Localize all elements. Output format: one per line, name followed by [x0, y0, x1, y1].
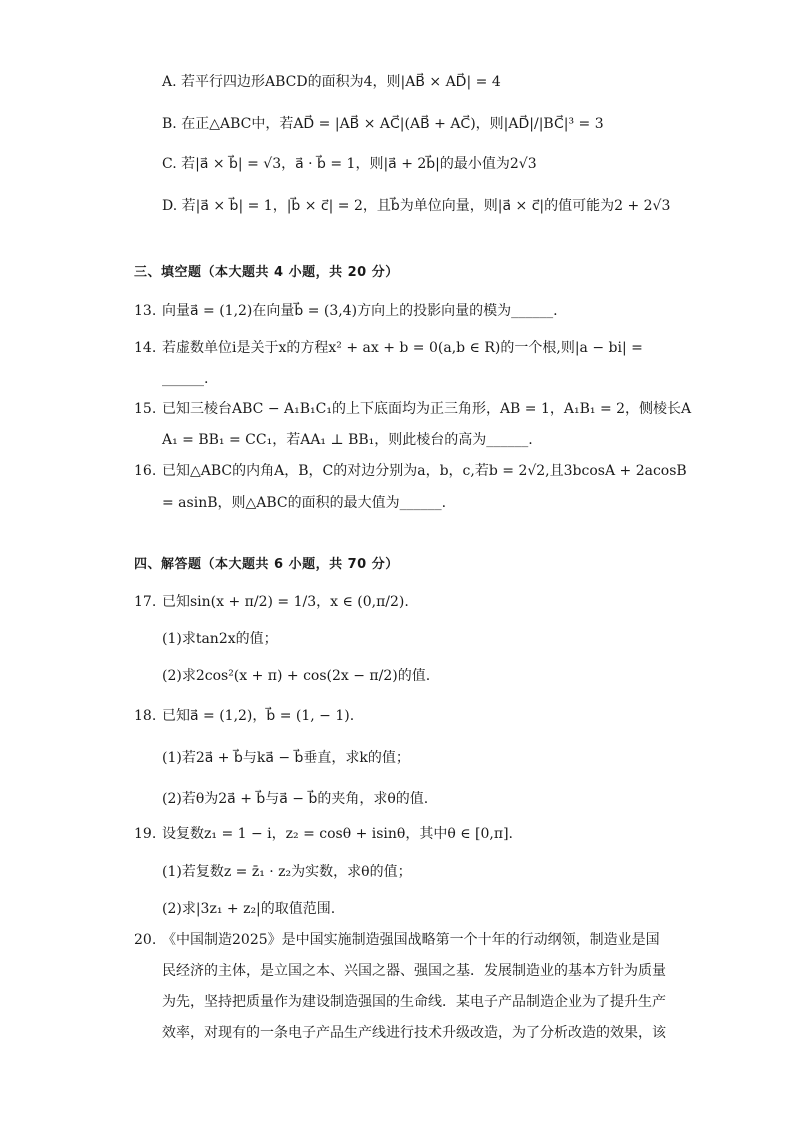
- question-17-part-2: (2)求2cos²(x + π) + cos(2x − π/2)的值.: [162, 668, 431, 684]
- question-13: [134, 301, 558, 321]
- choice-d: D. 若|a⃗ × b⃗| = 1，|b⃗ × c⃗| = 2，且b⃗为单位向量，则|a⃗ × c⃗|的值可能为2 + 2√3: [162, 198, 671, 214]
- section-heading-solve: 四、解答题（本大题共 6 小题，共 70 分）: [134, 557, 399, 572]
- question-text: 已知a⃗ = (1,2)，b⃗ = (1, − 1).: [162, 708, 355, 724]
- question-14: [134, 338, 643, 358]
- question-16-cont: = asinB，则△ABC的面积的最大值为______.: [162, 495, 447, 511]
- question-20: [134, 930, 660, 950]
- question-20-line-3: 为先，坚持把质量作为建设制造强国的生命线．某电子产品制造企业为了提升生产: [162, 994, 666, 1010]
- question-20-line-2: 民经济的主体，是立国之本、兴国之器、强国之基．发展制造业的基本方针为质量: [162, 963, 666, 979]
- question-18-part-2: (2)若θ为2a⃗ + b⃗与a⃗ − b⃗的夹角，求θ的值.: [162, 791, 429, 807]
- question-text: 向量a⃗ = (1,2)在向量b⃗ = (3,4)方向上的投影向量的模为______.: [162, 303, 558, 319]
- question-number: 17.: [134, 594, 157, 610]
- question-17: [134, 592, 409, 612]
- question-number: 20.: [134, 932, 157, 948]
- question-15-cont: A₁ = BB₁ = CC₁，若AA₁ ⊥ BB₁，则此棱台的高为______.: [162, 432, 533, 448]
- question-19-part-2: (2)求|3z₁ + z₂|的取值范围.: [162, 901, 336, 917]
- question-20-line-4: 效率，对现有的一条电子产品生产线进行技术升级改造，为了分析改造的效果，该: [162, 1025, 666, 1041]
- choice-a: A. 若平行四边形ABCD的面积为4，则|AB⃗ × AD⃗| = 4: [162, 74, 501, 90]
- question-19-part-1: (1)若复数z = z̄₁ · z₂为实数，求θ的值；: [162, 864, 412, 880]
- question-18: [134, 706, 354, 726]
- question-text: 设复数z₁ = 1 − i，z₂ = cosθ + isinθ，其中θ ∈ [0,π].: [162, 826, 513, 842]
- question-number: 14.: [134, 340, 157, 356]
- choice-b: B. 在正△ABC中，若AD⃗ = |AB⃗ × AC⃗|(AB⃗ + AC⃗)，则|AD⃗|/|BC⃗|³ = 3: [162, 116, 604, 132]
- question-16: [134, 461, 687, 481]
- question-14-cont: ______.: [162, 371, 209, 387]
- question-17-part-1: (1)求tan2x的值；: [162, 631, 278, 647]
- question-15: [134, 399, 691, 419]
- choice-c: C. 若|a⃗ × b⃗| = √3，a⃗ · b⃗ = 1，则|a⃗ + 2b⃗|的最小值为2√3: [162, 156, 537, 172]
- question-text: 《中国制造2025》是中国实施制造强国战略第一个十年的行动纲领，制造业是国: [162, 932, 660, 948]
- question-text: 若虚数单位i是关于x的方程x² + ax + b = 0(a,b ∈ R)的一个根,则|a − bi| =: [162, 340, 643, 356]
- question-number: 19.: [134, 826, 157, 842]
- question-number: 18.: [134, 708, 157, 724]
- section-heading-fill-in: 三、填空题（本大题共 4 小题，共 20 分）: [134, 265, 399, 280]
- question-19: [134, 824, 513, 844]
- question-text: 已知三棱台ABC − A₁B₁C₁的上下底面均为正三角形，AB = 1，A₁B₁ = 2，侧棱长A: [162, 401, 692, 417]
- question-text: 已知△ABC的内角A，B，C的对边分别为a，b，c,若b = 2√2,且3bcosA + 2acosB: [162, 463, 687, 479]
- question-number: 13.: [134, 303, 157, 319]
- question-number: 15.: [134, 401, 157, 417]
- question-number: 16.: [134, 463, 157, 479]
- question-18-part-1: (1)若2a⃗ + b⃗与ka⃗ − b⃗垂直，求k的值；: [162, 750, 410, 766]
- question-text: 已知sin(x + π/2) = 1/3，x ∈ (0,π/2).: [162, 594, 409, 610]
